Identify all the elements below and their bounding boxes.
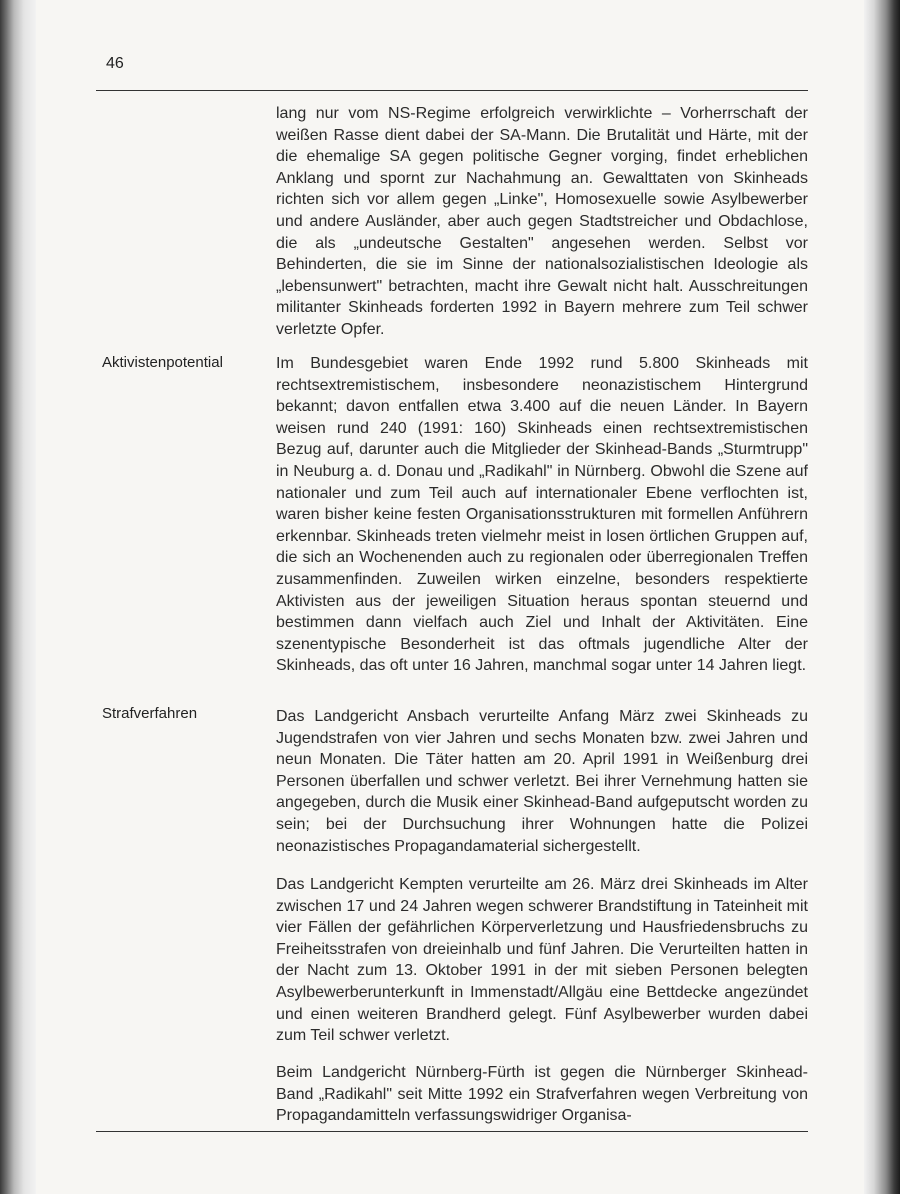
paragraph-4	[276, 874, 808, 1047]
paragraph-text: Im Bundesgebiet waren Ende 1992 rund 5.800 Skinheads mit rechtsextremistischem, insbesondere neonazistischem Hintergrund bekannt; davon entfallen etwa 3.400 auf die neuen Länder. In Bayern weisen rund 240 (1991: 160) Skinheads einen rechtsextremistischen Bezug auf, darunter auch die Mitglieder der Skinhead-Bands „Sturmtrupp" in Neuburg a. d. Donau und „Radikahl" in Nürnberg. Obwohl die Szene auf nationaler und zum Teil auch auf internationaler Ebene verflochten ist, waren bisher keine festen Organisationsstrukturen mit formellen Anführern erkennbar. Skinheads treten vielmehr meist in losen örtlichen Gruppen auf, die sich an Wochenenden auch zu regionalen oder überregionalen Treffen zusammenfinden. Zuweilen wirken einzelne, besonders respektierte Aktivisten aus der jeweiligen Situation heraus spontan steuernd und bestimmen dann vielfach auch Ziel und Inhalt der Aktivitäten. Eine szenentypische Besonderheit ist das oftmals jugendliche Alter der Skinheads, das oft unter 16 Jahren, manchmal sogar unter 14 Jahren liegt.	[276, 355, 808, 675]
paragraph-text: Das Landgericht Ansbach verurteilte Anfang März zwei Skinheads zu Jugendstrafen von vier Jahren und sechs Monaten bzw. zwei Jahren und neun Monaten. Die Täter hatten am 20. April 1991 in Weißenburg drei Personen überfallen und schwer verletzt. Bei ihrer Vernehmung hatten sie angegeben, durch die Musik einer Skinhead-Band aufgeputscht worden zu sein; bei der Durchsuchung ihrer Wohnungen hatte die Polizei neonazistisches Propagandamaterial sichergestellt.	[276, 708, 808, 855]
book-spine-shadow-right	[864, 0, 900, 1194]
paragraph-text: lang nur vom NS-Regime erfolgreich verwirklichte – Vorherrschaft der weißen Rasse dient dabei der SA-Mann. Die Brutalität und Härte, mit der die ehemalige SA gegen politische Gegner vorging, findet erheblichen Anklang und spornt zur Nachahmung an. Gewalttaten von Skinheads richten sich vor allem gegen „Linke", Homosexuelle sowie Asylbewerber und andere Ausländer, aber auch gegen Stadtstreicher und Obdachlose, die als „undeutsche Gestalten" angesehen werden. Selbst vor Behinderten, die sie im Sinne der nationalsozialistischen Ideologie als „lebensunwert" betrachten, macht ihre Gewalt nicht halt. Ausschreitungen militanter Skinheads forderten 1992 in Bayern mehrere zum Teil schwer verletzte Opfer.	[276, 105, 808, 338]
footer-rule	[96, 1131, 808, 1132]
page-number: 46	[106, 55, 124, 72]
book-spine-shadow-left	[0, 0, 36, 1194]
sidebar-label-aktivistenpotential: Aktivistenpotential	[102, 354, 223, 371]
paragraph-3	[276, 706, 808, 857]
paragraph-5	[276, 1062, 808, 1127]
paragraph-1	[276, 103, 808, 341]
header-rule	[96, 90, 808, 91]
paragraph-2	[276, 353, 808, 677]
paragraph-text: Beim Landgericht Nürnberg-Fürth ist gegen die Nürnberger Skinhead-Band „Radikahl" seit Mitte 1992 ein Strafverfahren wegen Verbreitung von Propagandamitteln verfassungswidriger Organisa-	[276, 1064, 808, 1125]
sidebar-label-strafverfahren: Strafverfahren	[102, 705, 198, 722]
paragraph-text: Das Landgericht Kempten verurteilte am 26. März drei Skinheads im Alter zwischen 17 und 24 Jahren wegen schwerer Brandstiftung in Tateinheit mit vier Fällen der gefährlichen Körperverletzung und Hausfriedensbruchs zu Freiheitsstrafen von dreieinhalb und fünf Jahren. Die Verurteilten hatten in der Nacht zum 13. Oktober 1991 in der mit sieben Personen belegten Asylbewerberunterkunft in Immenstadt/Allgäu eine Bettdecke angezündet und einen weiteren Brandherd gelegt. Fünf Asylbewerber wurden dabei zum Teil schwer verletzt.	[276, 876, 808, 1045]
